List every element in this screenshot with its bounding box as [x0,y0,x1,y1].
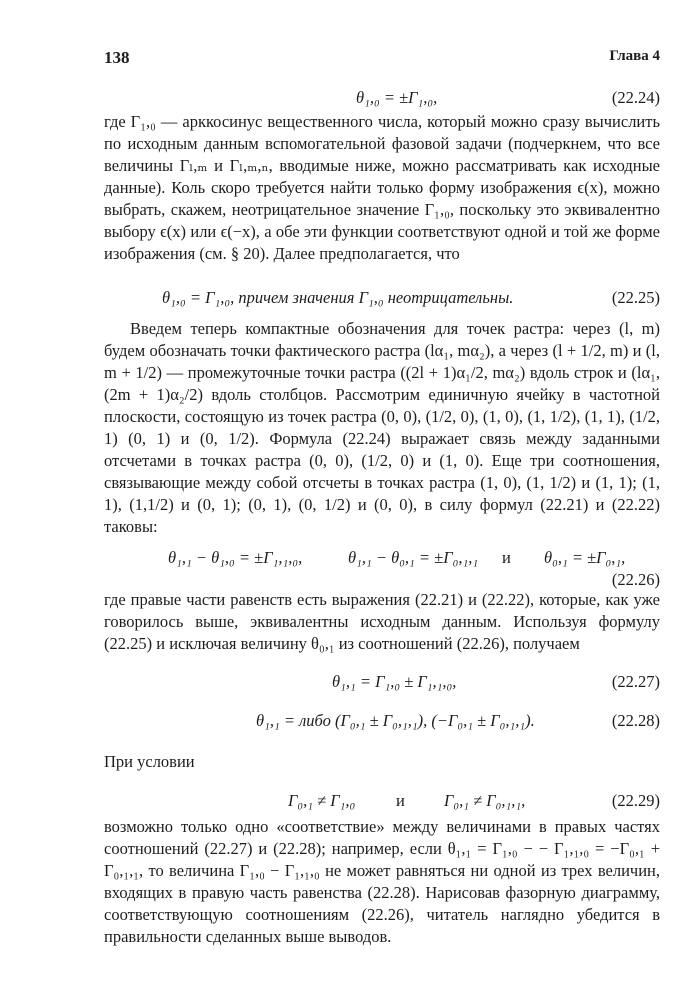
equation-conjunction: и [502,548,511,567]
equation-22-29 [104,791,660,817]
equation-part-2: θ₁,₁ − θ₀,₁ = ±Γ₀,₁,₁ [348,548,479,567]
equation-number: (22.27) [611,672,660,691]
equation-expression: θ₁,₁ = либо (Γ₀,₁ ± Γ₀,₁,₁), (−Γ₀,₁ ± Γ₀,₁,₁). [256,711,535,730]
chapter-title: Глава 4 [609,48,660,64]
equation-number: (22.25) [611,288,660,307]
equation-part-2: Γ₀,₁ ≠ Γ₀,₁,₁, [444,791,526,810]
equation-22-25 [104,288,660,314]
equation-expression: θ₁,₀ = ±Γ₁,₀, [356,88,438,107]
equation-expression: θ₁,₀ = Γ₁,₀, причем значения Γ₁,₀ неотрицательны. [162,288,514,307]
page-header [104,48,660,72]
equation-number: (22.26) [611,570,660,589]
equation-number: (22.24) [611,88,660,107]
equation-22-27 [104,672,660,698]
paragraph-raster-notation: Введем теперь компактные обозначения для точек растра: через (l, m) будем обозначать точки фактического растра (lα₁, mα₂), а через (l + 1/2, m) и (l, m + 1/2) — промежуточные точки растра ((2l + 1)α₁/2, mα₂) вдоль строк и (lα₁, (2m + 1)α₂/2) вдоль столбцов. Рассмотрим единичную ячейку в частотной плоскости, состоящую из точек растра (0, 0), (1/2, 0), (1, 0), (1, 1/2), (1, 1), (1/2, 1) (0, 1) и (0, 1/2). Формула (22.24) выражает связь между заданными отсчетами в точках растра (0, 0), (1/2, 0) и (1, 0). Еще три соотношения, связывающие между собой отсчеты в точках растра (1, 0), (1, 1/2) и (1, 1); (1, 1), (1,1/2) и (0, 1); (0, 1), (0, 1/2) и (0, 0), в силу формул (22.21) и (22.22) таковы: [104,319,660,536]
equation-number: (22.28) [611,711,660,730]
equation-part-3: θ₀,₁ = ±Γ₀,₁, [544,548,626,567]
equation-number: (22.29) [611,791,660,810]
equation-expression: θ₁,₁ = Γ₁,₀ ± Γ₁,₁,₀, [332,672,457,691]
equation-part-1: Γ₀,₁ ≠ Γ₁,₀ [288,791,356,810]
page-number: 138 [104,48,130,67]
paragraph-correspondence: возможно только одно «соответствие» между величинами в правых частях соотношений (22.27) и (22.28); например, если θ₁,₁ = Γ₁,₀ − − Γ₁,₁,₀ = −Γ₀,₁ + Γ₀,₁,₁, то величина Γ₁,₀ − Γ₁,₁,₀ не может равняться ни одной из трех величин, входящих в правую часть равенства (22.28). Нарисовав фазорную диаграмму, соответствующую соотношениям (22.26), читатель наглядно убедится в правильности сделанных выше выводов. [104,817,660,946]
paragraph-right-hand-sides: где правые части равенств есть выражения (22.21) и (22.22), которые, как уже говорилось выше, эквивалентны исходным данным. Используя формулу (22.25) и исключая величину θ₀,₁ из соотношений (22.26), получаем [104,590,660,653]
paragraph-condition: При условии [104,752,195,771]
equation-part-1: θ₁,₁ − θ₁,₀ = ±Γ₁,₁,₀, [168,548,303,567]
equation-conjunction: и [396,791,405,810]
paragraph-gamma-definition: где Γ₁,₀ — арккосинус вещественного числа, который можно сразу вычислить по исходным данным вспомогательной фазовой задачи (подчеркнем, что все величины Γₗ,ₘ и Γₗ,ₘ,ₙ, вводимые ниже, можно рассматривать как исходные данные). Коль скоро требуется найти только форму изображения ϵ(x), можно выбрать, скажем, неотрицательное значение Γ₁,₀, поскольку это эквивалентно выбору ϵ(x) или ϵ(−x), а обе эти функции соответствуют одной и той же форме изображения (см. § 20). Далее предполагается, что [104,112,660,263]
equation-22-28 [104,711,660,737]
